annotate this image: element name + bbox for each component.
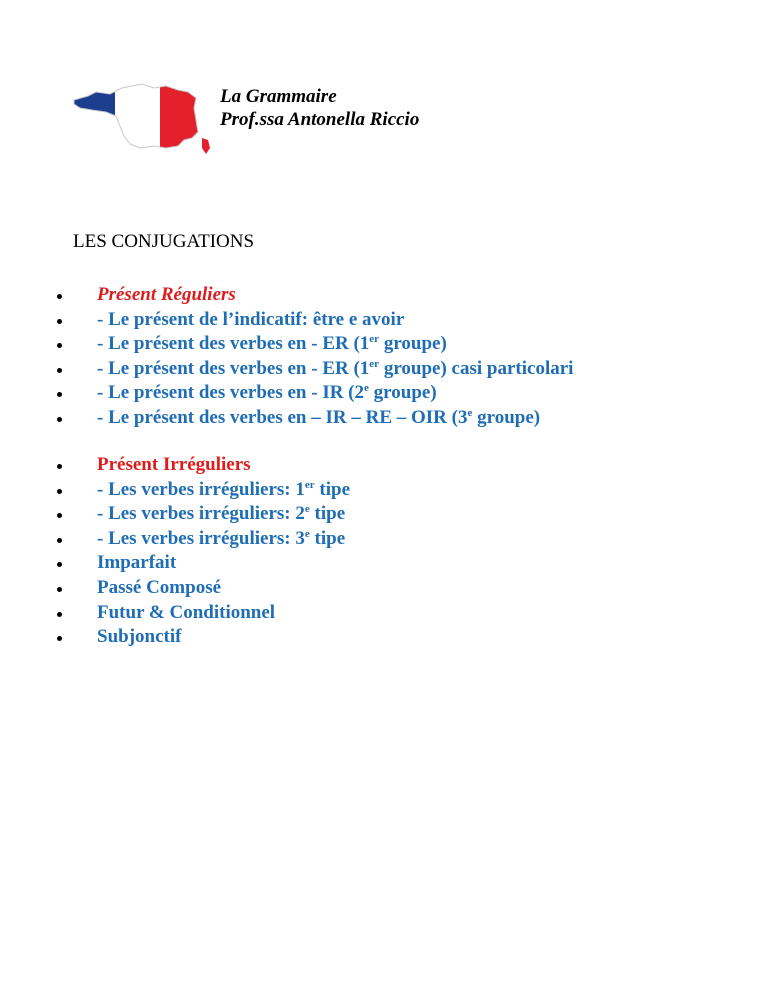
list-link[interactable]: Imparfait	[97, 552, 177, 574]
list-item[interactable]	[0, 551, 350, 576]
bullet-icon	[57, 294, 62, 299]
header-title: La Grammaire	[220, 86, 337, 107]
list-item[interactable]	[0, 527, 350, 552]
list-link[interactable]: - Les verbes irréguliers: 3e tipe	[97, 527, 346, 549]
list-item[interactable]	[0, 478, 350, 503]
list-item[interactable]	[0, 283, 573, 308]
list-item[interactable]	[0, 502, 350, 527]
list-item[interactable]	[0, 625, 350, 650]
list-item[interactable]	[0, 357, 573, 382]
document-header	[220, 85, 419, 131]
bullet-icon	[57, 489, 62, 494]
france-flag-map-icon	[70, 82, 215, 157]
bullet-icon	[57, 612, 62, 617]
list-heading-link[interactable]: Présent Irréguliers	[97, 454, 251, 475]
list-link[interactable]: - Les verbes irréguliers: 1er tipe	[97, 478, 351, 500]
list-link[interactable]: - Le présent de l’indicatif: être e avoir	[97, 308, 405, 330]
list-item[interactable]	[0, 576, 350, 601]
list-link[interactable]: Futur & Conditionnel	[97, 601, 276, 623]
list-item[interactable]	[0, 406, 573, 431]
bullet-icon	[57, 538, 62, 543]
irregular-present-list	[0, 453, 350, 650]
bullet-icon	[57, 513, 62, 518]
bullet-icon	[57, 417, 62, 422]
list-link[interactable]: Passé Composé	[97, 576, 222, 598]
list-heading-link[interactable]: Présent Réguliers	[97, 284, 236, 305]
list-link[interactable]: - Les verbes irréguliers: 2e tipe	[97, 503, 346, 525]
bullet-icon	[57, 368, 62, 373]
bullet-icon	[57, 319, 62, 324]
bullet-icon	[57, 587, 62, 592]
list-link[interactable]: - Le présent des verbes en – IR – RE – OIR (3e groupe)	[97, 406, 541, 428]
list-item[interactable]	[0, 308, 573, 333]
bullet-icon	[57, 636, 62, 641]
list-item[interactable]	[0, 332, 573, 357]
bullet-icon	[57, 464, 62, 469]
list-item[interactable]	[0, 381, 573, 406]
section-title: LES CONJUGATIONS	[73, 231, 255, 252]
list-link[interactable]: - Le présent des verbes en - IR (2e groupe)	[97, 382, 437, 404]
list-item[interactable]	[0, 453, 350, 478]
bullet-icon	[57, 562, 62, 567]
bullet-icon	[57, 392, 62, 397]
header-author: Prof.ssa Antonella Riccio	[220, 109, 420, 130]
list-link[interactable]: - Le présent des verbes en - ER (1er groupe) casi particolari	[97, 357, 574, 379]
list-item[interactable]	[0, 601, 350, 626]
regular-present-list	[0, 283, 573, 431]
list-link[interactable]: Subjonctif	[97, 626, 182, 648]
bullet-icon	[57, 343, 62, 348]
list-link[interactable]: - Le présent des verbes en - ER (1er groupe)	[97, 333, 447, 355]
